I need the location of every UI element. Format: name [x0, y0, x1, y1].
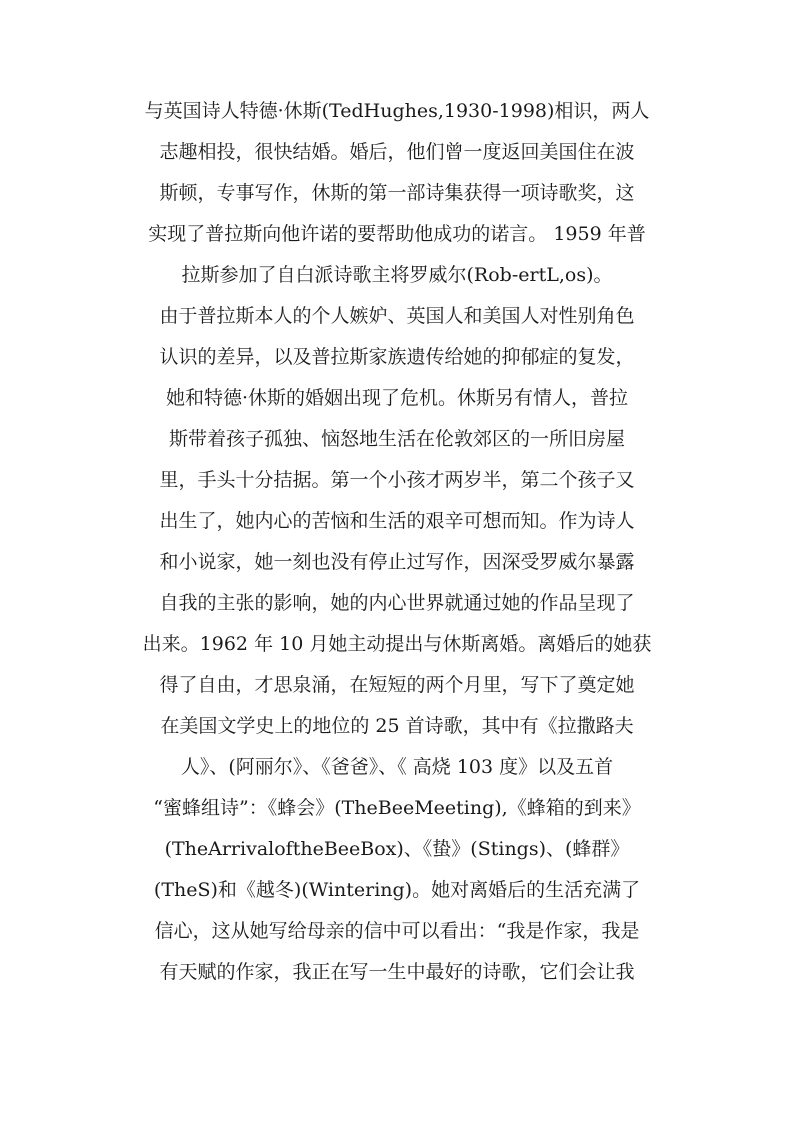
- text-line: 她和特德·休斯的婚姻出现了危机。休斯另有情人，普拉: [165, 387, 629, 409]
- text-line: 实现了普拉斯向他许诺的要帮助他成功的诺言。 1959 年普: [148, 223, 646, 245]
- text-line: 人》、(阿丽尔》、《爸爸》、《 高烧 103 度》以及五首: [180, 756, 614, 778]
- text-line: “蜜蜂组诗”：《蜂会》(TheBeeMeeting),《蜂箱的到来》: [153, 797, 641, 819]
- text-line: 出生了，她内心的苦恼和生活的艰辛可想而知。作为诗人: [159, 510, 635, 532]
- text-line: 自我的主张的影响，她的内心世界就通过她的作品呈现了: [159, 592, 635, 614]
- text-line: (TheArrivaloftheBeeBox)、《蛰》(Stings)、(蜂群》: [164, 838, 630, 860]
- body-text: [110, 91, 684, 993]
- text-line: 和小说家，她一刻也没有停止过写作，因深受罗威尔暴露: [159, 551, 635, 573]
- text-line: (TheS)和《越冬)(Wintering)。她对离婚后的生活充满了: [153, 879, 641, 901]
- text-line: 认识的差异，以及普拉斯家族遗传给她的抑郁症的复发，: [159, 346, 635, 368]
- text-line: 由于普拉斯本人的个人嫉妒、英国人和美国人对性别角色: [159, 305, 635, 327]
- text-line: 在美国文学史上的地位的 25 首诗歌，其中有《拉撒路夫: [160, 715, 634, 737]
- text-line: 里，手头十分拮据。第一个小孩才两岁半，第二个孩子又: [159, 469, 635, 491]
- text-line: 斯顿，专事写作，休斯的第一部诗集获得一项诗歌奖，这: [159, 182, 635, 204]
- text-line: 斯带着孩子孤独、恼怒地生活在伦敦郊区的一所旧房屋: [168, 428, 625, 450]
- text-line: 出来。1962 年 10 月她主动提出与休斯离婚。离婚后的她获: [142, 633, 652, 655]
- text-line: 拉斯参加了自白派诗歌主将罗威尔(Rob-ertL,os)。: [181, 264, 613, 286]
- text-line: 信心，这从她写给母亲的信中可以看出：“我是作家，我是: [154, 920, 640, 942]
- text-line: 与英国诗人特德·休斯(TedHughes,1930-1998)相识，两人: [144, 100, 650, 122]
- text-line: 有天赋的作家，我正在写一生中最好的诗歌，它们会让我: [159, 961, 635, 983]
- text-line: 得了自由，才思泉涌，在短短的两个月里，写下了奠定她: [159, 674, 635, 696]
- text-line: 志趣相投，很快结婚。婚后，他们曾一度返回美国住在波: [159, 141, 635, 163]
